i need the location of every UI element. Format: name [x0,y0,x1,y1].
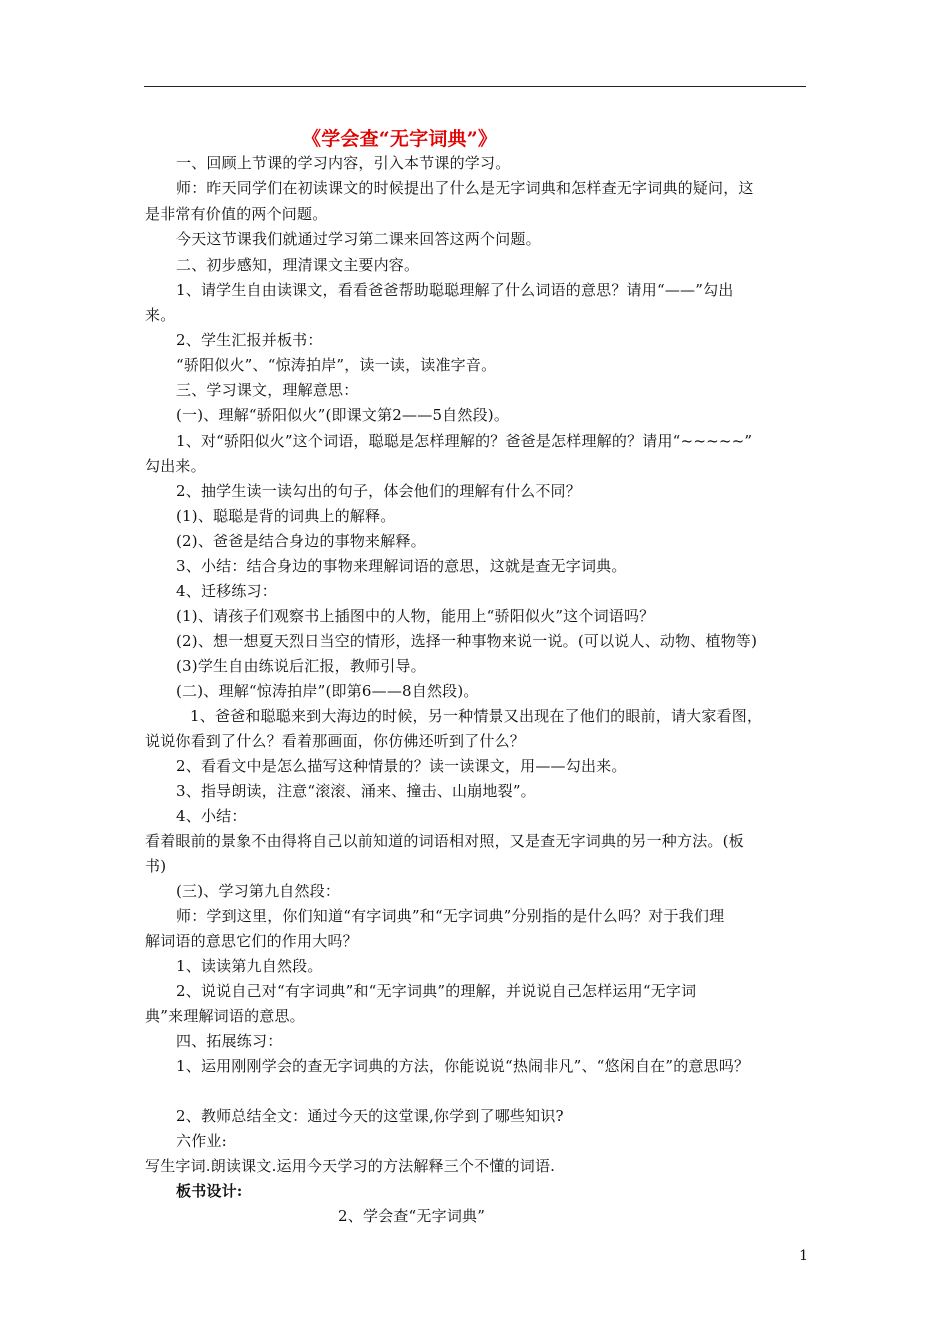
text-line: 1、对“骄阳似火”这个词语，聪聪是怎样理解的？爸爸是怎样理解的？请用“~~~~~” [176,432,753,450]
text-line: 三、学习课文，理解意思： [176,381,359,399]
board-design-title: 2、学会查“无字词典” [338,1207,486,1225]
text-line: 1、爸爸和聪聪来到大海边的时候，另一种情景又出现在了他们的眼前，请大家看图， [190,707,763,725]
page-number: 1 [799,1248,808,1264]
text-line: 1、请学生自由读课文，看看爸爸帮助聪聪理解了什么词语的意思？请用“——”勾出 [176,281,734,299]
document-title: 《学会查“无字词典”》 [302,128,498,150]
text-line: 今天这节课我们就通过学习第二课来回答这两个问题。 [176,230,541,248]
text-line: 2、教师总结全文：通过今天的这堂课,你学到了哪些知识? [176,1107,564,1125]
text-line: (一)、理解“骄阳似火”(即课文第2——5自然段)。 [176,406,510,424]
text-line: 勾出来。 [145,457,206,475]
text-line: 一、回顾上节课的学习内容，引入本节课的学习。 [176,154,511,172]
text-line: 1、读读第九自然段。 [176,957,323,975]
text-line: (3)学生自由练说后汇报，教师引导。 [176,657,426,675]
text-line: 解词语的意思它们的作用大吗？ [145,932,358,950]
text-line: (三)、学习第九自然段： [176,882,341,900]
text-line: 六作业: [176,1132,227,1150]
text-line: 来。 [145,306,176,324]
text-line: 2、抽学生读一读勾出的句子，体会他们的理解有什么不同？ [176,482,581,500]
text-line: 说说你看到了什么？看着那画面，你仿佛还听到了什么？ [145,732,526,750]
text-line: 是非常有价值的两个问题。 [145,205,328,223]
text-line: 1、运用刚刚学会的查无字词典的方法，你能说说“热闹非凡”、“悠闲自在”的意思吗？ [176,1057,750,1075]
header-rule [144,86,806,87]
text-line: 师：昨天同学们在初读课文的时候提出了什么是无字词典和怎样查无字词典的疑问，这 [176,179,754,197]
text-line: 2、学生汇报并板书： [176,331,323,349]
text-line: 4、迁移练习： [176,582,277,600]
text-line: 3、小结：结合身边的事物来理解词语的意思，这就是查无字词典。 [176,557,627,575]
text-line: (2)、爸爸是结合身边的事物来解释。 [176,532,426,550]
text-line: 典”来理解词语的意思。 [145,1007,305,1025]
text-line: (二)、理解“惊涛拍岸”(即第6——8自然段)。 [176,682,479,700]
text-line: 书) [145,857,167,875]
text-line: 3、指导朗读，注意“滚滚、涌来、撞击、山崩地裂”。 [176,782,536,800]
text-line: 二、初步感知，理清课文主要内容。 [176,256,420,274]
text-line: 师：学到这里，你们知道“有字词典”和“无字词典”分别指的是什么吗？对于我们理 [176,907,725,925]
text-line: 看着眼前的景象不由得将自己以前知道的词语相对照，又是查无字词典的另一种方法。(板 [145,832,744,850]
text-line: 2、说说自己对“有字词典”和“无字词典”的理解，并说说自己怎样运用“无字词 [176,982,697,1000]
text-line: 2、看看文中是怎么描写这种情景的？读一读课文，用——勾出来。 [176,757,627,775]
text-line: 写生字词.朗读课文.运用今天学习的方法解释三个不懂的词语. [145,1157,556,1175]
text-line: 四、拓展练习： [176,1032,283,1050]
text-line: (1)、请孩子们观察书上插图中的人物，能用上“骄阳似火”这个词语吗？ [176,607,655,625]
text-line: (1)、聪聪是背的词典上的解释。 [176,507,396,525]
text-line: (2)、想一想夏天烈日当空的情形，选择一种事物来说一说。(可以说人、动物、植物等) [176,632,758,650]
text-line: “骄阳似火”、“惊涛拍岸”，读一读，读准字音。 [176,356,497,374]
board-design-heading: 板书设计: [176,1182,243,1200]
text-line: 4、小结： [176,807,247,825]
